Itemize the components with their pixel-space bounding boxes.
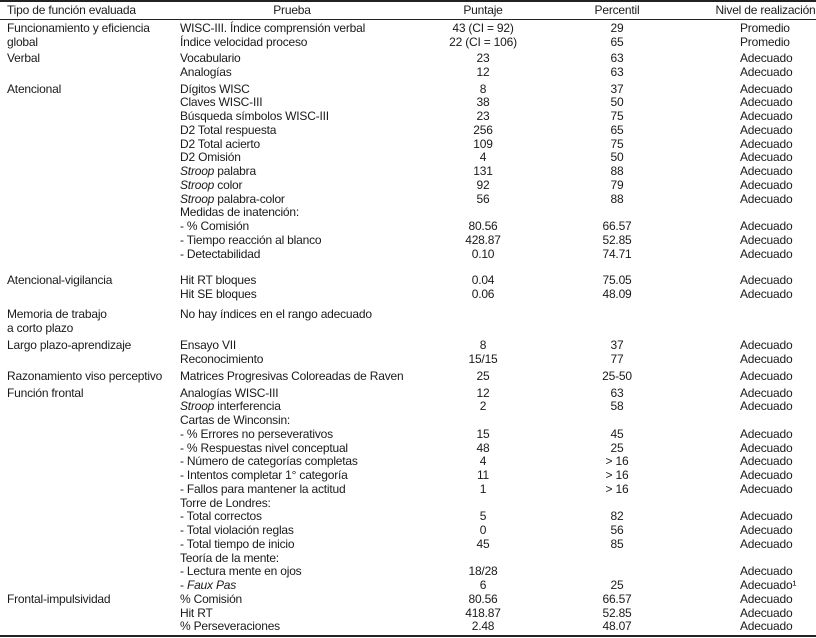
cell-percentil: 88 bbox=[610, 164, 624, 179]
header-nivel: Nivel de realización bbox=[715, 3, 816, 17]
cell-puntaje: 23 bbox=[476, 51, 490, 66]
cell-percentil: 82 bbox=[610, 509, 624, 524]
cell-prueba bbox=[180, 497, 271, 511]
cell-prueba-text: - Total correctos bbox=[180, 509, 262, 524]
cell-percentil: 65 bbox=[610, 122, 624, 137]
cell-tipo: global bbox=[7, 34, 38, 49]
cell-puntaje: 4 bbox=[479, 454, 487, 469]
cell-percentil: > 16 bbox=[605, 468, 629, 483]
cell-prueba-text: Torre de Londres: bbox=[180, 495, 271, 510]
cell-percentil: 45 bbox=[610, 426, 624, 441]
table-row bbox=[0, 52, 816, 66]
cell-prueba bbox=[180, 339, 236, 353]
cell-prueba bbox=[180, 483, 345, 497]
cell-prueba-text: palabra bbox=[214, 164, 256, 179]
cell-prueba bbox=[180, 234, 321, 248]
table-row bbox=[0, 524, 816, 538]
cell-prueba bbox=[180, 124, 276, 138]
cell-prueba bbox=[180, 220, 249, 234]
cell-percentil: 79 bbox=[610, 177, 624, 192]
table-row bbox=[0, 353, 816, 367]
cell-prueba-text: Cartas de Winconsin: bbox=[180, 413, 291, 428]
cell-tipo: Memoria de trabajo bbox=[7, 306, 107, 321]
table-row bbox=[0, 165, 816, 179]
cell-nivel: Adecuado bbox=[740, 191, 793, 206]
cell-prueba bbox=[180, 22, 365, 36]
cell-prueba-text: - Tiempo reacción al blanco bbox=[180, 232, 322, 247]
cell-prueba bbox=[180, 274, 256, 288]
cell-puntaje: 56 bbox=[476, 191, 490, 206]
cell-percentil: > 16 bbox=[605, 454, 629, 469]
cell-puntaje: 2.48 bbox=[471, 619, 495, 634]
cell-puntaje: 109 bbox=[473, 136, 493, 151]
cell-prueba-text: - % Errores no perseverativos bbox=[180, 426, 333, 441]
table-row bbox=[0, 428, 816, 442]
cell-prueba-text: Teoría de la mente: bbox=[180, 550, 279, 565]
cell-prueba-text: - % Respuestas nivel conceptual bbox=[180, 440, 348, 455]
cell-puntaje: 23 bbox=[476, 109, 490, 124]
cell-percentil: 74.71 bbox=[602, 246, 632, 261]
cell-nivel: Adecuado bbox=[740, 64, 793, 79]
table-row bbox=[0, 206, 816, 220]
cell-prueba-italic: Stroop bbox=[180, 399, 215, 414]
cell-puntaje: 43 (CI = 92) bbox=[452, 21, 514, 36]
cell-nivel: Adecuado bbox=[740, 440, 793, 455]
cell-percentil: 29 bbox=[610, 21, 624, 36]
cell-nivel: Adecuado bbox=[740, 219, 793, 234]
cell-prueba-text: D2 Total respuesta bbox=[180, 122, 277, 137]
cell-prueba bbox=[180, 110, 329, 124]
cell-prueba bbox=[180, 138, 260, 152]
table-row bbox=[0, 151, 816, 165]
cell-nivel: Adecuado bbox=[740, 81, 793, 96]
cell-nivel: Adecuado bbox=[740, 95, 793, 110]
cell-percentil: 66.57 bbox=[602, 219, 632, 234]
cell-puntaje: 25 bbox=[476, 369, 490, 384]
cell-nivel: Adecuado bbox=[740, 337, 793, 352]
cell-percentil: 52.85 bbox=[602, 605, 632, 620]
cell-puntaje: 0 bbox=[479, 523, 487, 538]
table-row bbox=[0, 414, 816, 428]
cell-puntaje: 8 bbox=[479, 81, 487, 96]
cell-prueba bbox=[180, 288, 257, 302]
cell-prueba bbox=[180, 593, 242, 607]
cell-puntaje: 1 bbox=[479, 481, 487, 496]
table-row bbox=[0, 179, 816, 193]
cell-nivel: Adecuado bbox=[740, 150, 793, 165]
cell-prueba bbox=[180, 370, 403, 384]
top-rule bbox=[0, 0, 816, 2]
table-row bbox=[0, 400, 816, 414]
cell-prueba bbox=[180, 524, 294, 538]
cell-puntaje: 80.56 bbox=[468, 219, 498, 234]
header-percentil: Percentil bbox=[594, 3, 640, 17]
cell-percentil: 50 bbox=[610, 95, 624, 110]
cell-prueba bbox=[180, 151, 241, 165]
header-puntaje: Puntaje bbox=[463, 3, 503, 17]
cell-nivel: Adecuado bbox=[740, 481, 793, 496]
cell-prueba bbox=[180, 353, 263, 367]
cell-puntaje: 15/15 bbox=[468, 351, 498, 366]
cell-puntaje: 18/28 bbox=[468, 564, 498, 579]
cell-nivel: Adecuado¹ bbox=[740, 578, 797, 593]
cell-tipo: Frontal-impulsividad bbox=[7, 591, 111, 606]
cell-prueba-text: - Fallos para mantener la actitud bbox=[180, 481, 346, 496]
header-tipo: Tipo de función evaluada bbox=[7, 3, 136, 17]
table-row bbox=[0, 138, 816, 152]
cell-prueba bbox=[180, 96, 262, 110]
cell-percentil: 48.09 bbox=[602, 287, 632, 302]
cell-tipo: Funcionamiento y eficiencia bbox=[7, 21, 150, 36]
cell-prueba-text: D2 Total acierto bbox=[180, 136, 260, 151]
cell-nivel: Adecuado bbox=[740, 426, 793, 441]
table-row bbox=[0, 96, 816, 110]
cell-prueba-text: Búsqueda símbolos WISC-III bbox=[180, 109, 329, 124]
cell-tipo: Razonamiento viso perceptivo bbox=[7, 369, 163, 384]
cell-prueba bbox=[180, 66, 232, 80]
table-header bbox=[0, 4, 816, 18]
cell-puntaje: 15 bbox=[476, 426, 490, 441]
cell-prueba-text: Hit SE bloques bbox=[180, 287, 257, 302]
cell-prueba bbox=[180, 193, 285, 207]
cell-prueba-text: % Comisión bbox=[180, 591, 243, 606]
table-row bbox=[0, 483, 816, 497]
cell-puntaje: 131 bbox=[473, 164, 493, 179]
cell-nivel: Adecuado bbox=[740, 509, 793, 524]
cell-percentil: 75.05 bbox=[602, 273, 632, 288]
table-row bbox=[0, 110, 816, 124]
bottom-rule bbox=[0, 635, 816, 637]
cell-nivel: Adecuado bbox=[740, 619, 793, 634]
cell-prueba bbox=[180, 206, 299, 220]
table-row bbox=[0, 552, 816, 566]
cell-percentil: 63 bbox=[610, 385, 624, 400]
cell-nivel: Promedio bbox=[740, 34, 790, 49]
cell-tipo: Función frontal bbox=[7, 385, 84, 400]
cell-prueba-text: Claves WISC-III bbox=[180, 95, 263, 110]
cell-percentil: 25 bbox=[610, 578, 624, 593]
cell-percentil: 37 bbox=[610, 337, 624, 352]
table-row bbox=[0, 497, 816, 511]
cell-prueba-prefix: - bbox=[180, 578, 187, 593]
cell-tipo: Atencional-vigilancia bbox=[7, 273, 113, 288]
cell-prueba bbox=[180, 579, 236, 593]
table-row bbox=[0, 607, 816, 621]
cell-nivel: Adecuado bbox=[740, 523, 793, 538]
cell-nivel: Adecuado bbox=[740, 605, 793, 620]
cell-puntaje: 0.04 bbox=[471, 273, 495, 288]
cell-nivel: Adecuado bbox=[740, 232, 793, 247]
cell-nivel: Adecuado bbox=[740, 51, 793, 66]
table-row bbox=[0, 469, 816, 483]
cell-nivel: Adecuado bbox=[740, 536, 793, 551]
cell-nivel: Promedio bbox=[740, 21, 790, 36]
cell-prueba bbox=[180, 552, 279, 566]
cell-prueba-text: - Intentos completar 1° categoría bbox=[180, 468, 348, 483]
table-row bbox=[0, 248, 816, 262]
cell-prueba bbox=[180, 387, 278, 401]
cell-percentil: 75 bbox=[610, 136, 624, 151]
cell-percentil: 37 bbox=[610, 81, 624, 96]
cell-prueba-text: Índice velocidad proceso bbox=[180, 34, 308, 49]
cell-nivel: Adecuado bbox=[740, 564, 793, 579]
table-row bbox=[0, 579, 816, 593]
cell-prueba-text: Hit RT bloques bbox=[180, 273, 257, 288]
cell-percentil: 75 bbox=[610, 109, 624, 124]
cell-nivel: Adecuado bbox=[740, 246, 793, 261]
cell-prueba-italic: Stroop bbox=[180, 164, 215, 179]
cell-nivel: Adecuado bbox=[740, 122, 793, 137]
table-row bbox=[0, 274, 816, 288]
table-row bbox=[0, 22, 816, 36]
cell-prueba bbox=[180, 179, 242, 193]
cell-prueba-text: color bbox=[214, 177, 243, 192]
cell-prueba bbox=[180, 565, 301, 579]
cell-prueba-text: Vocabulario bbox=[180, 51, 241, 66]
table-row bbox=[0, 593, 816, 607]
cell-prueba bbox=[180, 400, 281, 414]
table-row bbox=[0, 620, 816, 634]
cell-prueba-text: Dígitos WISC bbox=[180, 81, 250, 96]
cell-prueba-text: % Perseveraciones bbox=[180, 619, 280, 634]
cell-puntaje: 0.06 bbox=[471, 287, 495, 302]
header-rule bbox=[0, 19, 816, 20]
cell-puntaje: 0.10 bbox=[471, 246, 495, 261]
cell-percentil: 88 bbox=[610, 191, 624, 206]
table-row bbox=[0, 220, 816, 234]
table-row bbox=[0, 370, 816, 384]
table-row bbox=[0, 455, 816, 469]
cell-percentil: 25 bbox=[610, 440, 624, 455]
cell-nivel: Adecuado bbox=[740, 136, 793, 151]
cell-prueba bbox=[180, 538, 294, 552]
cell-puntaje: 12 bbox=[476, 385, 490, 400]
cell-prueba-text: interferencia bbox=[214, 399, 281, 414]
cell-prueba bbox=[180, 442, 348, 456]
cell-nivel: Adecuado bbox=[740, 369, 793, 384]
table-row bbox=[0, 234, 816, 248]
cell-prueba bbox=[180, 510, 262, 524]
cell-prueba-text: Medidas de inatención: bbox=[180, 205, 300, 220]
table-row bbox=[0, 36, 816, 50]
cell-puntaje: 45 bbox=[476, 536, 490, 551]
cell-puntaje: 11 bbox=[476, 468, 490, 483]
cell-puntaje: 5 bbox=[479, 509, 487, 524]
table-row bbox=[0, 288, 816, 302]
cell-prueba-text: Ensayo VII bbox=[180, 337, 237, 352]
cell-tipo: Largo plazo-aprendizaje bbox=[7, 337, 132, 352]
cell-prueba bbox=[180, 620, 280, 634]
table-row bbox=[0, 83, 816, 97]
cell-puntaje: 2 bbox=[479, 399, 487, 414]
cell-prueba-text: palabra-color bbox=[214, 191, 285, 206]
table-row bbox=[0, 124, 816, 138]
cell-percentil: 56 bbox=[610, 523, 624, 538]
table-row bbox=[0, 66, 816, 80]
table-row bbox=[0, 308, 816, 322]
cell-puntaje: 80.56 bbox=[468, 591, 498, 606]
cell-tipo: a corto plazo bbox=[7, 320, 74, 335]
cell-percentil: 58 bbox=[610, 399, 624, 414]
table-row bbox=[0, 510, 816, 524]
cell-prueba-text: Analogías bbox=[180, 64, 232, 79]
cell-nivel: Adecuado bbox=[740, 177, 793, 192]
table-row bbox=[0, 322, 816, 336]
cell-prueba bbox=[180, 469, 348, 483]
cell-percentil: 25-50 bbox=[602, 369, 632, 384]
cell-percentil: 50 bbox=[610, 150, 624, 165]
cell-nivel: Adecuado bbox=[740, 287, 793, 302]
cell-percentil: 48.07 bbox=[602, 619, 632, 634]
cell-percentil: 65 bbox=[610, 34, 624, 49]
cell-prueba-text: - % Comisión bbox=[180, 219, 249, 234]
cell-prueba-text: Matrices Progresivas Coloreadas de Raven bbox=[180, 369, 404, 384]
table-row bbox=[0, 442, 816, 456]
cell-nivel: Adecuado bbox=[740, 399, 793, 414]
cell-prueba-text: - Total violación reglas bbox=[180, 523, 294, 538]
cell-prueba bbox=[180, 428, 333, 442]
cell-prueba-text: D2 Omisión bbox=[180, 150, 241, 165]
cell-percentil: 52.85 bbox=[602, 232, 632, 247]
cell-nivel: Adecuado bbox=[740, 109, 793, 124]
cell-tipo: Atencional bbox=[7, 81, 62, 96]
table-row bbox=[0, 193, 816, 207]
cell-percentil: 85 bbox=[610, 536, 624, 551]
table-row bbox=[0, 387, 816, 401]
cell-prueba-text: Hit RT bbox=[180, 605, 213, 620]
cell-prueba-italic: Stroop bbox=[180, 191, 215, 206]
cell-puntaje: 12 bbox=[476, 64, 490, 79]
cell-puntaje: 22 (CI = 106) bbox=[449, 34, 517, 49]
cell-puntaje: 8 bbox=[479, 337, 487, 352]
cell-prueba-italic: Stroop bbox=[180, 177, 215, 192]
cell-puntaje: 4 bbox=[479, 150, 487, 165]
cell-prueba bbox=[180, 414, 290, 428]
cell-puntaje: 256 bbox=[473, 122, 493, 137]
cell-puntaje: 48 bbox=[476, 440, 490, 455]
cell-nivel: Adecuado bbox=[740, 468, 793, 483]
cell-prueba bbox=[180, 308, 372, 322]
header-prueba: Prueba bbox=[273, 3, 311, 17]
cell-nivel: Adecuado bbox=[740, 591, 793, 606]
cell-prueba-text: - Número de categorías completas bbox=[180, 454, 358, 469]
cell-nivel: Adecuado bbox=[740, 385, 793, 400]
cell-prueba-text: Reconocimiento bbox=[180, 351, 264, 366]
cell-prueba bbox=[180, 248, 260, 262]
cell-puntaje: 418.87 bbox=[465, 605, 501, 620]
cell-percentil: > 16 bbox=[605, 481, 629, 496]
cell-puntaje: 428.87 bbox=[465, 232, 501, 247]
cell-tipo: Verbal bbox=[7, 51, 40, 66]
cell-prueba bbox=[180, 607, 213, 621]
table-row bbox=[0, 339, 816, 353]
cell-percentil: 63 bbox=[610, 51, 624, 66]
cell-prueba-text: No hay índices en el rango adecuado bbox=[180, 306, 372, 321]
cell-percentil: 77 bbox=[610, 351, 624, 366]
cell-puntaje: 6 bbox=[479, 578, 487, 593]
cell-prueba-text: Analogías WISC-III bbox=[180, 385, 279, 400]
cell-prueba-text: - Detectabilidad bbox=[180, 246, 261, 261]
cell-prueba-italic: Faux Pas bbox=[186, 578, 237, 593]
cell-prueba-text: - Lectura mente en ojos bbox=[180, 564, 302, 579]
cell-nivel: Adecuado bbox=[740, 351, 793, 366]
cell-nivel: Adecuado bbox=[740, 273, 793, 288]
cell-prueba bbox=[180, 165, 256, 179]
cell-puntaje: 92 bbox=[476, 177, 490, 192]
cell-prueba bbox=[180, 83, 250, 97]
cell-prueba bbox=[180, 455, 358, 469]
cell-prueba bbox=[180, 36, 307, 50]
cell-puntaje: 38 bbox=[476, 95, 490, 110]
table-row bbox=[0, 565, 816, 579]
cell-percentil: 63 bbox=[610, 64, 624, 79]
cell-nivel: Adecuado bbox=[740, 454, 793, 469]
table-row bbox=[0, 538, 816, 552]
cell-prueba-text: - Total tiempo de inicio bbox=[180, 536, 295, 551]
cell-prueba bbox=[180, 52, 241, 66]
cell-nivel: Adecuado bbox=[740, 164, 793, 179]
cell-percentil: 66.57 bbox=[602, 591, 632, 606]
cell-prueba-text: WISC-III. Índice comprensión verbal bbox=[180, 21, 366, 36]
